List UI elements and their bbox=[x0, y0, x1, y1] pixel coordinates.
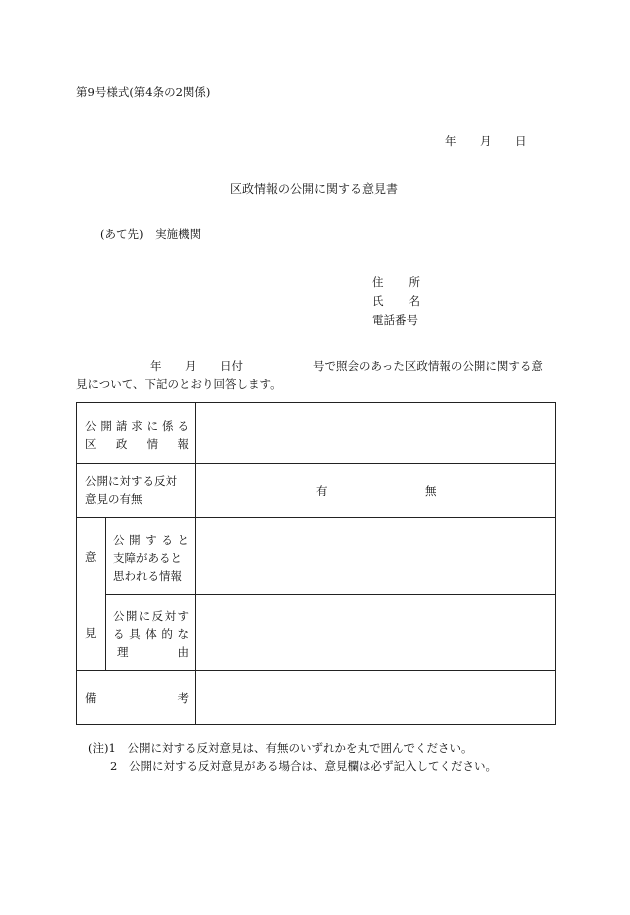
addressee-prefix: (あて先) bbox=[100, 227, 144, 241]
row5-label: 備 考 bbox=[85, 691, 189, 705]
name-label: 氏 名 bbox=[372, 294, 420, 308]
row3-label: 公 開 す る と 支障があると 思われる情報 bbox=[113, 533, 189, 583]
document-title: 区政情報の公開に関する意見書 bbox=[230, 182, 399, 196]
body-number-clause: 号で照会のあった区政情報の公開に関する意 bbox=[313, 359, 543, 373]
addressee bbox=[100, 226, 201, 242]
phone-label: 電話番号 bbox=[372, 313, 418, 327]
note-1-text: 公開に対する反対意見は、有無のいずれかを丸で囲んでください。 bbox=[127, 741, 473, 755]
body-line2: 見について、下記のとおり回答します。 bbox=[76, 377, 282, 391]
note-2 bbox=[110, 758, 497, 774]
body-year: 年 bbox=[150, 359, 162, 373]
address-label: 住 所 bbox=[372, 275, 420, 289]
row2-label: 公開に対する反対 意見の有無 bbox=[85, 474, 177, 506]
row1-value-cell[interactable] bbox=[196, 403, 555, 463]
note-prefix: (注)1 bbox=[88, 741, 116, 755]
option-no[interactable]: 無 bbox=[425, 484, 437, 498]
opinion-group-top: 意 bbox=[85, 550, 97, 564]
row5-value-cell[interactable] bbox=[196, 671, 555, 724]
addressee-name: 実施機関 bbox=[155, 227, 202, 241]
date-year-label: 年 bbox=[445, 134, 457, 148]
note-1 bbox=[88, 740, 472, 756]
body-day-suffix: 日付 bbox=[220, 359, 243, 373]
opinion-group-bottom: 見 bbox=[85, 626, 97, 640]
opinion-table bbox=[76, 402, 556, 725]
date-day-label: 日 bbox=[515, 134, 527, 148]
date-month-label: 月 bbox=[480, 134, 492, 148]
row4-label: 公 開 に 反 対 す る 具 体 的 な 理 由 bbox=[113, 609, 189, 659]
table-row-divider bbox=[77, 463, 555, 464]
form-number: 第9号様式(第4条の2関係) bbox=[76, 85, 211, 99]
row4-value-cell[interactable] bbox=[196, 595, 555, 670]
table-column-divider bbox=[105, 517, 106, 670]
row1-label: 公 開 請 求 に 係 る 区 政 情 報 bbox=[85, 419, 189, 451]
row3-value-cell[interactable] bbox=[196, 518, 555, 594]
note-2-number: 2 bbox=[110, 759, 118, 773]
note-2-text: 公開に対する反対意見がある場合は、意見欄は必ず記入してください。 bbox=[128, 759, 497, 773]
option-yes[interactable]: 有 bbox=[316, 484, 328, 498]
body-month: 月 bbox=[185, 359, 197, 373]
